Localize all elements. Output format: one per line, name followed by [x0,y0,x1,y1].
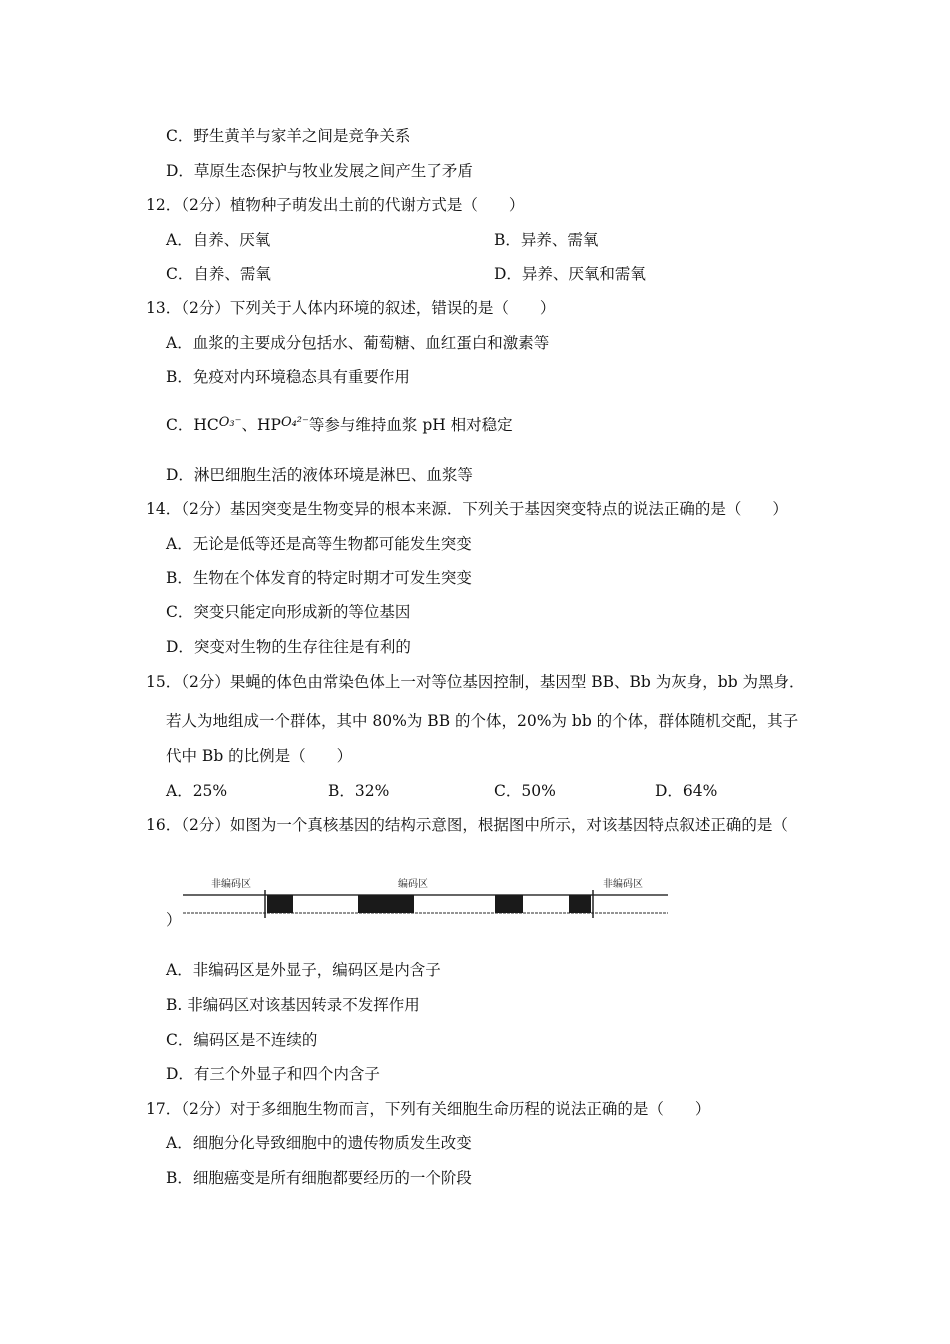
left-noncoding-label: 非编码区 [211,879,251,890]
q15-option-c: C．50% [494,782,556,800]
q16-option-c: C．编码区是不连续的 [166,1031,318,1049]
q12-option-c: C．自养、需氧 [166,265,271,283]
q11-option-d: D．草原生态保护与牧业发展之间产生了矛盾 [166,162,473,180]
q16-option-a: A．非编码区是外显子，编码区是内含子 [166,961,441,979]
q12-option-b: B．异养、需氧 [494,231,599,249]
q13c-suffix: 等参与维持血浆 pH 相对稳定 [308,416,513,434]
exon-2 [358,895,414,913]
q12-stem: 12．（2分）植物种子萌发出土前的代谢方式是（ ） [146,196,525,214]
exon-4 [569,895,591,913]
q11-option-c: C．野生黄羊与家羊之间是竞争关系 [166,127,411,145]
q13-option-a: A．血浆的主要成分包括水、葡萄糖、血红蛋白和激素等 [166,334,550,352]
q13c-mid: 、HP [241,416,281,434]
q16-stem: 16．（2分）如图为一个真核基因的结构示意图，根据图中所示，对该基因特点叙述正确的是（ [146,816,788,834]
q13-option-d: D．淋巴细胞生活的液体环境是淋巴、血浆等 [166,466,473,484]
q17-stem: 17．（2分）对于多细胞生物而言，下列有关细胞生命历程的说法正确的是（ ） [146,1100,711,1118]
q14-option-c: C．突变只能定向形成新的等位基因 [166,603,411,621]
q15-option-d: D．64% [655,782,718,800]
q14-option-d: D．突变对生物的生存往往是有利的 [166,638,411,656]
q15-option-b: B．32% [328,782,390,800]
coding-label: 编码区 [398,879,428,890]
q14-stem: 14．（2分）基因突变是生物变异的根本来源．下列关于基因突变特点的说法正确的是（ ） [146,500,788,518]
q15-stem-line2: 若人为地组成一个群体，其中 80%为 BB 的个体，20%为 bb 的个体，群体随机交配，其子 [166,712,799,730]
phosphate-formula: O₄²⁻ [280,415,309,430]
q13-stem: 13．（2分）下列关于人体内环境的叙述，错误的是（ ） [146,299,556,317]
q15-option-a: A．25% [166,782,228,800]
q14-option-b: B．生物在个体发育的特定时期才可发生突变 [166,569,472,587]
q16-option-d: D．有三个外显子和四个内含子 [166,1065,380,1083]
q16-close-paren: ） [166,911,182,929]
q12-option-a: A．自养、厌氧 [166,231,271,249]
q15-stem-line3: 代中 Bb 的比例是（ ） [166,747,353,765]
right-noncoding-label: 非编码区 [603,879,643,890]
q13-option-b: B．免疫对内环境稳态具有重要作用 [166,368,410,386]
exon-3 [495,895,523,913]
gene-structure-diagram [183,872,673,922]
q17-option-b: B．细胞癌变是所有细胞都要经历的一个阶段 [166,1169,472,1187]
q15-stem-line1: 15．（2分）果蝇的体色由常染色体上一对等位基因控制，基因型 BB、Bb 为灰身，bb 为黑身． [146,673,805,691]
q14-option-a: A．无论是低等还是高等生物都可能发生突变 [166,535,472,553]
q13-option-c [166,415,513,437]
bicarbonate-formula: O₃⁻ [218,415,242,430]
q16-option-b: B. 非编码区对该基因转录不发挥作用 [166,996,420,1014]
q13c-prefix: C．HC [166,416,219,434]
q17-option-a: A．细胞分化导致细胞中的遗传物质发生改变 [166,1134,472,1152]
exon-1 [267,895,293,913]
q12-option-d: D．异养、厌氧和需氧 [494,265,646,283]
